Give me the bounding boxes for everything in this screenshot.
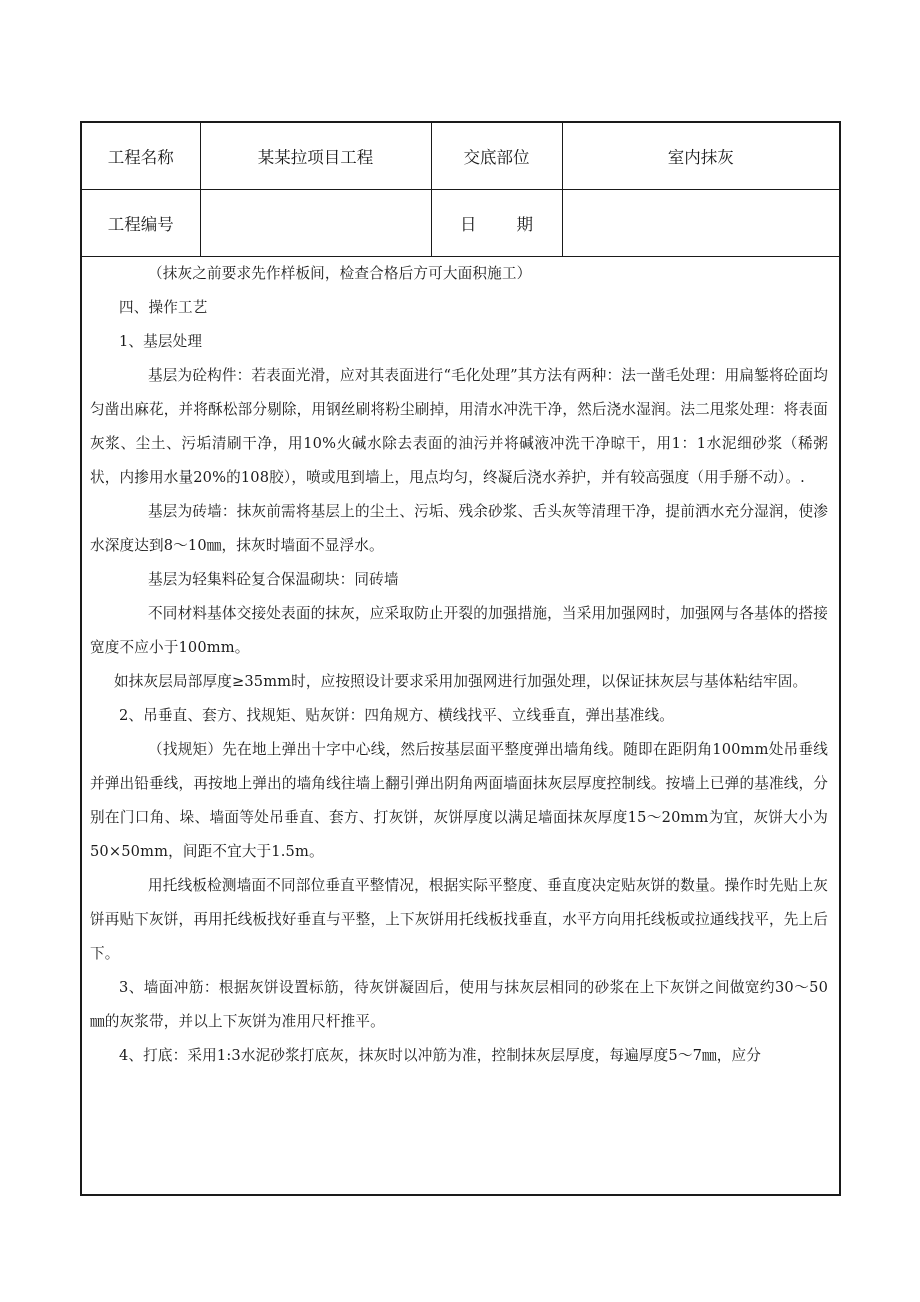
project-no-label: 工程编号 bbox=[82, 190, 200, 257]
section-heading-operation-process: 四、操作工艺 bbox=[119, 299, 208, 316]
header-row-1 bbox=[82, 123, 839, 190]
step-heading-plumb-square: 2、吊垂直、套方、找规矩、贴灰饼：四角规方、横线找平、立线垂直，弹出基准线。 bbox=[119, 707, 674, 724]
section-value: 室内抹灰 bbox=[562, 123, 839, 190]
paragraph-thick-layer: 如抹灰层局部厚度≥35mm时，应按照设计要求采用加强网进行加强处理，以保证抹灰层与基体粘结牢固。 bbox=[114, 673, 808, 690]
disclosure-content bbox=[82, 257, 839, 1073]
date-label-char-2: 期 bbox=[516, 215, 533, 234]
section-label: 交底部位 bbox=[431, 123, 562, 190]
technical-disclosure-form bbox=[80, 121, 841, 1196]
paragraph-plumb-board-check: 用托线板检测墙面不同部位垂直平整情况，根据实际平整度、垂直度决定贴灰饼的数量。操作时先贴上灰饼再贴下灰饼，再用托线板找好垂直与平整，上下灰饼用托线板找垂直，水平方向用托线板或拉通线找平，先上后下。 bbox=[90, 877, 828, 962]
note-paragraph: （抹灰之前要求先作样板间，检查合格后方可大面积施工） bbox=[148, 265, 532, 282]
date-value bbox=[562, 190, 839, 257]
paragraph-find-rules: （找规矩）先在地上弹出十字中心线，然后按基层面平整度弹出墙角线。随即在距阴角100mm处吊垂线并弹出铅垂线，再按地上弹出的墙角线往墙上翻引弹出阴角两面墙面抹灰层厚度控制线。按墙上已弹的基准线，分别在门口角、垛、墙面等处吊垂直、套方、打灰饼，灰饼厚度以满足墙面抹灰厚度15～20mm为宜，灰饼大小为50×50mm，间距不宜大于1.5m。 bbox=[90, 741, 828, 860]
date-label-char-1: 日 bbox=[460, 215, 477, 234]
paragraph-brick-base: 基层为砖墙：抹灰前需将基层上的尘土、污垢、残余砂浆、舌头灰等清理干净，提前洒水充分湿润，使渗水深度达到8～10㎜，抹灰时墙面不显浮水。 bbox=[90, 503, 828, 554]
paragraph-lightweight-block-base: 基层为轻集料砼复合保温砌块：同砖墙 bbox=[148, 571, 399, 588]
date-label bbox=[431, 190, 562, 257]
paragraph-concrete-base: 基层为砼构件：若表面光滑，应对其表面进行“毛化处理”其方法有两种：法一凿毛处理：用扁錾将砼面均匀凿出麻花，并将酥松部分剔除，用钢丝刷将粉尘刷掉，用清水冲洗干净，然后浇水湿润。法二甩浆处理：将表面灰浆、尘土、污垢清刷干净，用10%火碱水除去表面的油污并将碱液冲洗干净晾干，用1：1水泥细砂浆（稀粥状，内掺用水量20%的108胶），喷或甩到墙上，甩点均匀，终凝后浇水养护，并有较高强度（用手掰不动）。. bbox=[90, 367, 828, 486]
step-base-coat: 4、打底：采用1:3水泥砂浆打底灰，抹灰时以冲筋为准，控制抹灰层厚度，每遍厚度5～7㎜，应分 bbox=[119, 1047, 761, 1064]
header-row-2 bbox=[82, 190, 839, 257]
project-no-value bbox=[200, 190, 431, 257]
project-name-value: 某某拉项目工程 bbox=[200, 123, 431, 190]
header-table bbox=[82, 123, 839, 257]
step-heading-base-treatment: 1、基层处理 bbox=[119, 333, 203, 350]
project-name-label: 工程名称 bbox=[82, 123, 200, 190]
step-wall-screeding: 3、墙面冲筋：根据灰饼设置标筋，待灰饼凝固后，使用与抹灰层相同的砂浆在上下灰饼之间做宽约30～50㎜的灰浆带，并以上下灰饼为准用尺杆推平。 bbox=[90, 979, 828, 1030]
paragraph-material-junction: 不同材料基体交接处表面的抹灰，应采取防止开裂的加强措施，当采用加强网时，加强网与各基体的搭接宽度不应小于100mm。 bbox=[90, 605, 828, 656]
